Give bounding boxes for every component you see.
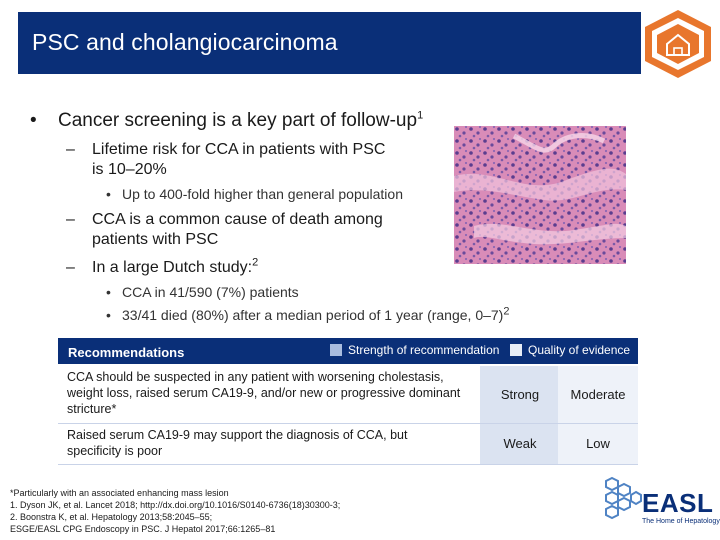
recommendations-header [58,338,638,364]
slide-title: PSC and cholangiocarcinoma [32,29,338,55]
recommendation-row [58,424,638,465]
footnote-line: ESGE/EASL CPG Endoscopy in PSC. J Hepatol 2017;66:1265–81 [10,524,276,534]
bullet-text: In a large Dutch study: [92,259,253,276]
strength-cell: Weak [480,424,560,464]
legend-strength [330,343,499,357]
footnote-line: 2. Boonstra K, et al. Hepatology 2013;58:2045–55; [10,512,213,522]
legend-strength-swatch [330,344,342,356]
bullet-text-wrap [92,258,258,278]
strength-cell: Strong [480,366,560,423]
histology-image [454,126,626,264]
recommendations-title: Recommendations [68,345,185,360]
dash-marker: – [66,141,75,158]
recommendation-text: CCA should be suspected in any patient with worsening cholestasis, weight loss, raised serum CA19-9, and/or new or progressive dominant stricture* [67,370,461,416]
dash-marker: – [66,211,75,228]
bullet-lifetime-risk [66,140,446,180]
quality-cell: Low [558,424,638,464]
legend-strength-label: Strength of recommendation [348,343,500,357]
bullet-text: CCA is a common cause of death among [92,211,383,228]
slide-header [0,0,720,84]
easl-tagline: The Home of Hepatology [642,518,720,525]
bullet-cancer-screening [30,110,423,132]
dash-marker: – [66,259,75,276]
bullet-text: CCA in 41/590 (7%) patients [122,284,299,300]
bullet-dot: • [106,186,111,202]
footnote-line: 1. Dyson JK, et al. Lancet 2018; http://dx.doi.org/10.1016/S0140-6736(18)30300-3; [10,500,341,510]
bullet-text-cont: patients with PSC [92,231,219,248]
easl-hexagon-cluster-icon [602,476,642,520]
easl-logo [602,470,720,530]
bullet-dot: • [30,110,37,131]
easl-wordmark: EASL [642,488,714,518]
bullet-dutch-study [66,258,446,278]
legend-quality-swatch [510,344,522,356]
home-hexagon-icon[interactable] [641,8,715,80]
bullet-text-wrap [122,307,509,323]
footnotes [10,487,340,535]
bullet-text: 33/41 died (80%) after a median period of 1 year (range, 0–7) [122,307,504,323]
bullet-text: Lifetime risk for CCA in patients with PSC [92,141,386,158]
ref-sup: 1 [417,109,424,122]
recommendation-row [58,366,638,424]
ref-sup: 2 [252,256,259,269]
legend-quality [510,343,630,357]
bullet-text: Up to 400-fold higher than general population [122,186,403,202]
ref-sup: 2 [503,305,510,318]
recommendation-text: Raised serum CA19-9 may support the diagnosis of CCA, but specificity is poor [67,428,408,458]
bullet-text: Cancer screening is a key part of follow-up [58,110,418,131]
footnote-line: *Particularly with an associated enhancing mass lesion [10,488,229,498]
bullet-dot: • [106,307,111,323]
legend-quality-label: Quality of evidence [528,343,631,357]
quality-cell: Moderate [558,366,638,423]
bullet-dot: • [106,284,111,300]
bullet-common-cause [66,210,446,250]
bullet-text-cont: is 10–20% [92,161,167,178]
